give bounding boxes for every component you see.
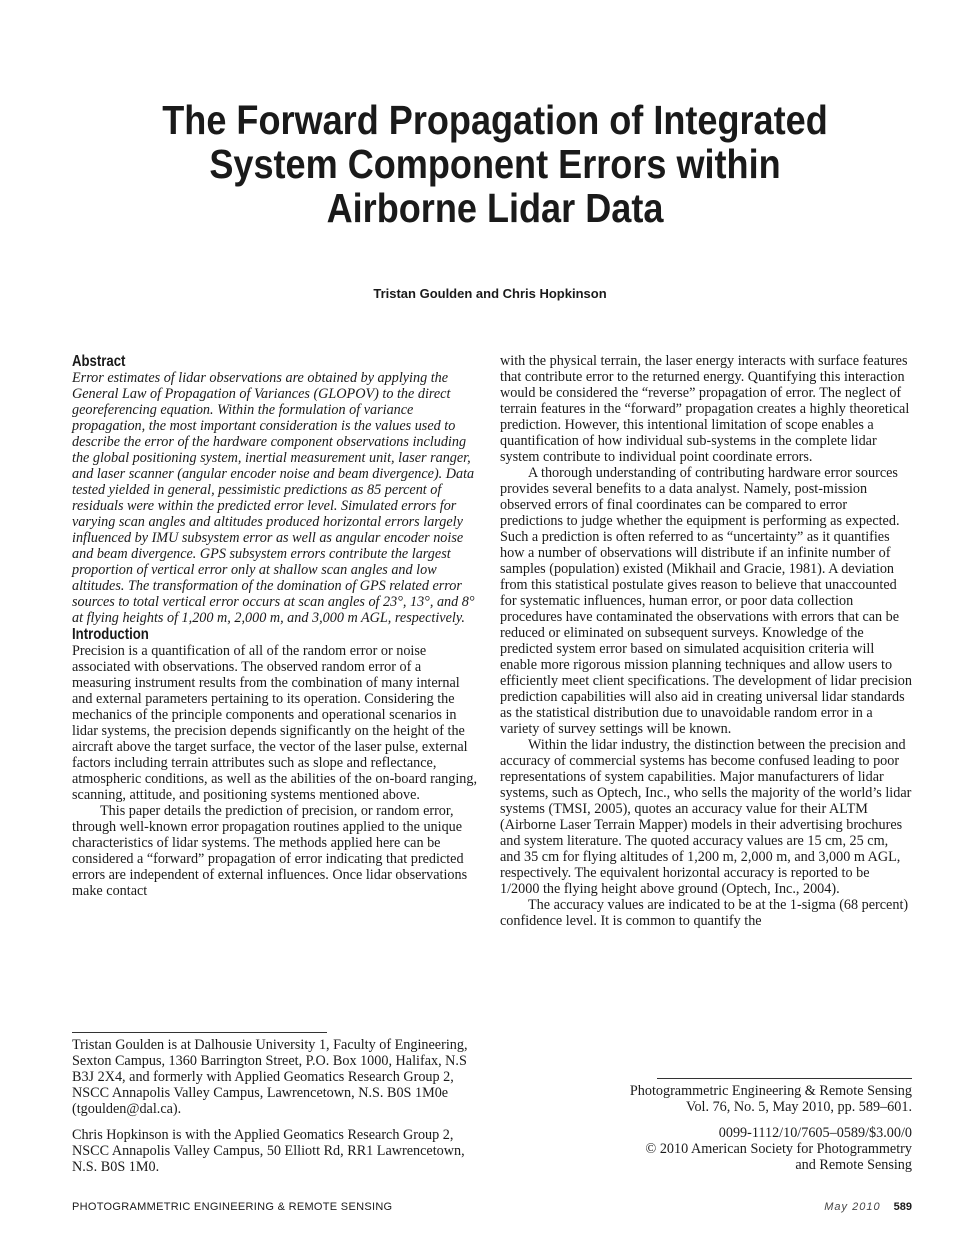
- footer-journal: PHOTOGRAMMETRIC ENGINEERING & REMOTE SENSING: [72, 1201, 393, 1213]
- abstract-text: Error estimates of lidar observations are obtained by applying the General Law of Propagation of Variances (GLOPOV) to the direct georeferencing equation. Within the formulation of variance propagation, the most important consideration is the values used to describe the error of the hardware component observations including the global positioning system, inertial measurement unit, laser ranger, and laser scanner (angular encoder noise and beam divergence). Data tested yielded in general, pessimistic predictions as 85 percent of residuals were within the predicted error level. Simulated errors for varying scan angles and altitudes produced horizontal errors largely influenced by IMU subsystem error as well as angular encoder noise and beam divergence. GPS subsystem errors contribute the largest proportion of vertical error only at shallow scan angles and low altitudes. The transformation of the domination of GPS related error sources to total vertical error occurs at scan angles of 23°, 13°, and 8° at flying heights of 1,200 m, 2,000 m, and 3,000 m AGL, respectively.: [72, 370, 475, 626]
- title-line-2: System Component Errors within: [209, 141, 781, 187]
- journal-copyright: © 2010 American Society for Photogrammetry: [645, 1141, 912, 1157]
- introduction-heading: Introduction: [72, 626, 149, 643]
- journal-info: [560, 1078, 912, 1173]
- footnote-goulden: Tristan Goulden is at Dalhousie University 1, Faculty of Engineering, Sexton Campus, 1360 Barrington Street, P.O. Box 1000, Halifax, N.S B3J 2X4, and formerly with Applied Geomatics Research Group 2, NSCC Annapolis Valley Campus, Lawrencetown, N.S. B0S 1M0e (tgoulden@dal.ca).: [72, 1037, 468, 1117]
- footnote-hopkinson: Chris Hopkinson is with the Applied Geomatics Research Group 2, NSCC Annapolis Valley Campus, 50 Elliott Rd, RR1 Lawrencetown, N.S. B0S 1M0.: [72, 1127, 465, 1175]
- right-column: [500, 353, 912, 929]
- footer-date: May 2010: [824, 1201, 881, 1213]
- title-line-1: The Forward Propagation of Integrated: [162, 97, 828, 143]
- abstract-heading: Abstract: [72, 353, 126, 370]
- journal-code: 0099-1112/10/7605–0589/$3.00/0: [718, 1125, 912, 1141]
- right-paragraph-1: with the physical terrain, the laser energy interacts with surface features that contribute error to the returned energy. Quantifying this interaction would be considered the “reverse” propagation of error. The neglect of terrain features in the “forward” propagation creates a highly theoretical prediction. However, this intentional limitation of scope enables a quantification of how individual sub-systems in the complete lidar system contribute to individual point coordinate errors.: [500, 353, 910, 465]
- authors: Tristan Goulden and Chris Hopkinson: [373, 286, 607, 301]
- paper-title: [147, 98, 842, 230]
- right-paragraph-3: Within the lidar industry, the distinction between the precision and accuracy of commercial systems has become confused leading to poor representations of system capabilities. Major manufacturers of lidar systems, such as Optech, Inc., who sells the majority of the world’s lidar systems (TMSI, 2005), quotes an accuracy value for their ALTM (Airborne Laser Terrain Mapper) models in their advertising brochures and system literature. The quoted accuracy values are 15 cm, 25 cm, and 35 cm for flying altitudes of 1,200 m, 2,000 m, and 3,000 m AGL, respectively. The equivalent horizontal accuracy is reported to be 1/2000 the flying height above ground (Optech, Inc., 2004).: [500, 737, 912, 897]
- footer-right: [824, 1201, 912, 1213]
- right-paragraph-2: A thorough understanding of contributing hardware error sources provides several benefits to a data analyst. Namely, post-mission observed errors of final coordinates can be compared to error predictions to judge whether the equipment is performing as expected. Such a prediction is often referred to as “uncertainty” as it quantifies how a number of observations will distribute if an infinite number of samples (population) existed (Mikhail and Gracie, 1981). A deviation from this statistical postulate gives reason to believe that unaccounted for systematic influences, human error, or poor data collection procedures have contaminated the observations with errors that can be reduced or eliminated on subsequent surveys. Knowledge of the predicted system error based on simulated acquisition criteria will enable more rigorous mission planning techniques and allow users to efficiently meet client specifications. The development of lidar precision prediction capabilities will also aid in creating universal lidar standards as the statistical distribution due to unavoidable random error in a variety of survey settings will be known.: [500, 465, 912, 737]
- page-footer: [72, 1201, 912, 1219]
- journal-volume: Vol. 76, No. 5, May 2010, pp. 589–601.: [686, 1099, 912, 1115]
- journal-info-rule: [657, 1078, 912, 1079]
- right-paragraph-4: The accuracy values are indicated to be at the 1-sigma (68 percent) confidence level. It is common to quantify the: [500, 897, 909, 929]
- left-column: [72, 353, 482, 899]
- author-footnotes: [72, 1032, 482, 1175]
- journal-copyright-2: and Remote Sensing: [795, 1157, 912, 1173]
- intro-paragraph-2: This paper details the prediction of precision, or random error, through well-known error propagation routines applied to the unique characteristics of lidar systems. The methods applied here can be considered a “forward” propagation of error indicating that predicted errors are independent of external influences. Once lidar observations make contact: [72, 803, 468, 899]
- footnote-rule: [72, 1032, 327, 1033]
- title-line-3: Airborne Lidar Data: [326, 185, 664, 231]
- page-number: 589: [893, 1201, 912, 1213]
- journal-name: Photogrammetric Engineering & Remote Sensing: [629, 1083, 912, 1099]
- intro-paragraph-1: Precision is a quantification of all of the random error or noise associated with observations. The observed random error of a measuring instrument results from the combination of many internal and external parameters pertaining to its operation. Considering the mechanics of the principle components and operational scenarios in lidar systems, the precision depends significantly on the height of the aircraft above the target surface, the vector of the laser pulse, external factors including terrain attributes such as slope and reflectance, atmospheric conditions, as well as the abilities of the on-board ranging, scanning, attitude, and positioning systems mentioned above.: [72, 643, 478, 803]
